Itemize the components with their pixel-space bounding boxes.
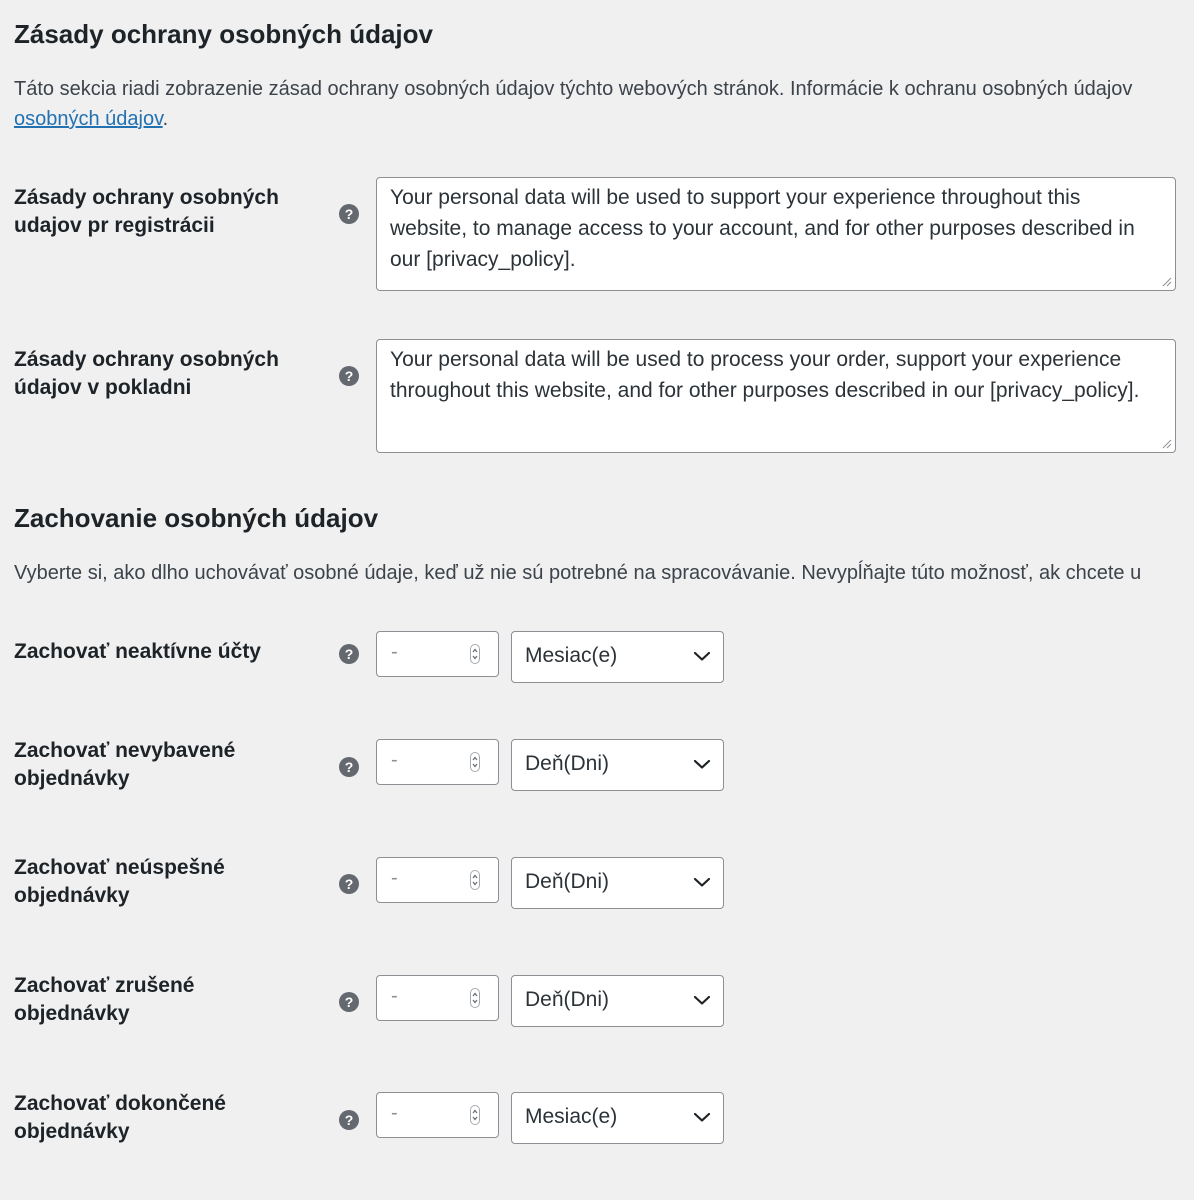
privacy-policy-heading: Zásady ochrany osobných údajov — [14, 19, 433, 49]
number-spinner-icon[interactable] — [470, 1105, 480, 1125]
failed-orders-unit-select[interactable] — [511, 857, 724, 909]
help-icon[interactable]: ? — [339, 204, 359, 224]
completed-orders-number-input[interactable] — [376, 1092, 499, 1138]
number-value: - — [391, 1102, 398, 1124]
select-value: Deň(Dni) — [525, 752, 610, 775]
retention-label-cancelled-orders: Zachovať zrušené objednávky — [14, 974, 195, 1025]
number-spinner-icon[interactable] — [470, 870, 480, 890]
number-value: - — [391, 749, 398, 771]
privacy-policy-description — [14, 74, 1132, 134]
resize-grip-icon[interactable] — [1162, 439, 1172, 449]
privacy-policy-description-text: Táto sekcia riadi zobrazenie zásad ochrany osobných údajov týchto webových stránok. Informácie k ochranu osobných údajov — [14, 78, 1133, 100]
chevron-down-icon — [693, 876, 711, 888]
pending-orders-number-input[interactable] — [376, 739, 499, 785]
chevron-down-icon — [693, 1111, 711, 1123]
registration-privacy-label: Zásady ochrany osobných udajov pr registrácii — [14, 186, 279, 237]
inactive-accounts-number-input[interactable] — [376, 631, 499, 677]
number-value: - — [391, 641, 398, 663]
registration-privacy-text: Your personal data will be used to support your experience throughout this website, to manage access to your account, and for other purposes described in our [privacy_policy]. — [390, 186, 1135, 271]
help-icon[interactable]: ? — [339, 366, 359, 386]
retention-description: Vyberte si, ako dlho uchovávať osobné údaje, keď už nie sú potrebné na spracovávanie. Nevypĺňajte túto možnosť, ak chcete u — [14, 562, 1142, 584]
checkout-privacy-textarea[interactable] — [376, 339, 1176, 453]
privacy-policy-link[interactable]: osobných údajov — [14, 108, 163, 130]
help-icon[interactable]: ? — [339, 757, 359, 777]
failed-orders-number-input[interactable] — [376, 857, 499, 903]
inactive-accounts-unit-select[interactable] — [511, 631, 724, 683]
retention-heading: Zachovanie osobných údajov — [14, 503, 379, 533]
chevron-down-icon — [693, 650, 711, 662]
registration-privacy-textarea[interactable] — [376, 177, 1176, 291]
number-spinner-icon[interactable] — [470, 752, 480, 772]
chevron-down-icon — [693, 994, 711, 1006]
pending-orders-unit-select[interactable] — [511, 739, 724, 791]
retention-label-inactive-accounts: Zachovať neaktívne účty — [14, 640, 261, 663]
retention-label-pending-orders: Zachovať nevybavené objednávky — [14, 739, 236, 790]
cancelled-orders-number-input[interactable] — [376, 975, 499, 1021]
help-icon[interactable]: ? — [339, 644, 359, 664]
select-value: Deň(Dni) — [525, 988, 610, 1011]
help-icon[interactable]: ? — [339, 874, 359, 894]
cancelled-orders-unit-select[interactable] — [511, 975, 724, 1027]
select-value: Deň(Dni) — [525, 870, 610, 893]
privacy-policy-description-end: . — [162, 108, 169, 130]
retention-label-completed-orders: Zachovať dokončené objednávky — [14, 1092, 226, 1143]
help-icon[interactable]: ? — [339, 992, 359, 1012]
retention-label-failed-orders: Zachovať neúspešné objednávky — [14, 856, 225, 907]
select-value: Mesiac(e) — [525, 644, 618, 667]
help-icon[interactable]: ? — [339, 1110, 359, 1130]
number-value: - — [391, 985, 398, 1007]
number-spinner-icon[interactable] — [470, 644, 480, 664]
checkout-privacy-text: Your personal data will be used to process your order, support your experience throughout this website, and for other purposes described in our [privacy_policy]. — [390, 348, 1140, 402]
number-value: - — [391, 867, 398, 889]
chevron-down-icon — [693, 758, 711, 770]
checkout-privacy-label: Zásady ochrany osobných údajov v pokladni — [14, 348, 279, 399]
number-spinner-icon[interactable] — [470, 988, 480, 1008]
resize-grip-icon[interactable] — [1162, 277, 1172, 287]
completed-orders-unit-select[interactable] — [511, 1092, 724, 1144]
select-value: Mesiac(e) — [525, 1105, 618, 1128]
